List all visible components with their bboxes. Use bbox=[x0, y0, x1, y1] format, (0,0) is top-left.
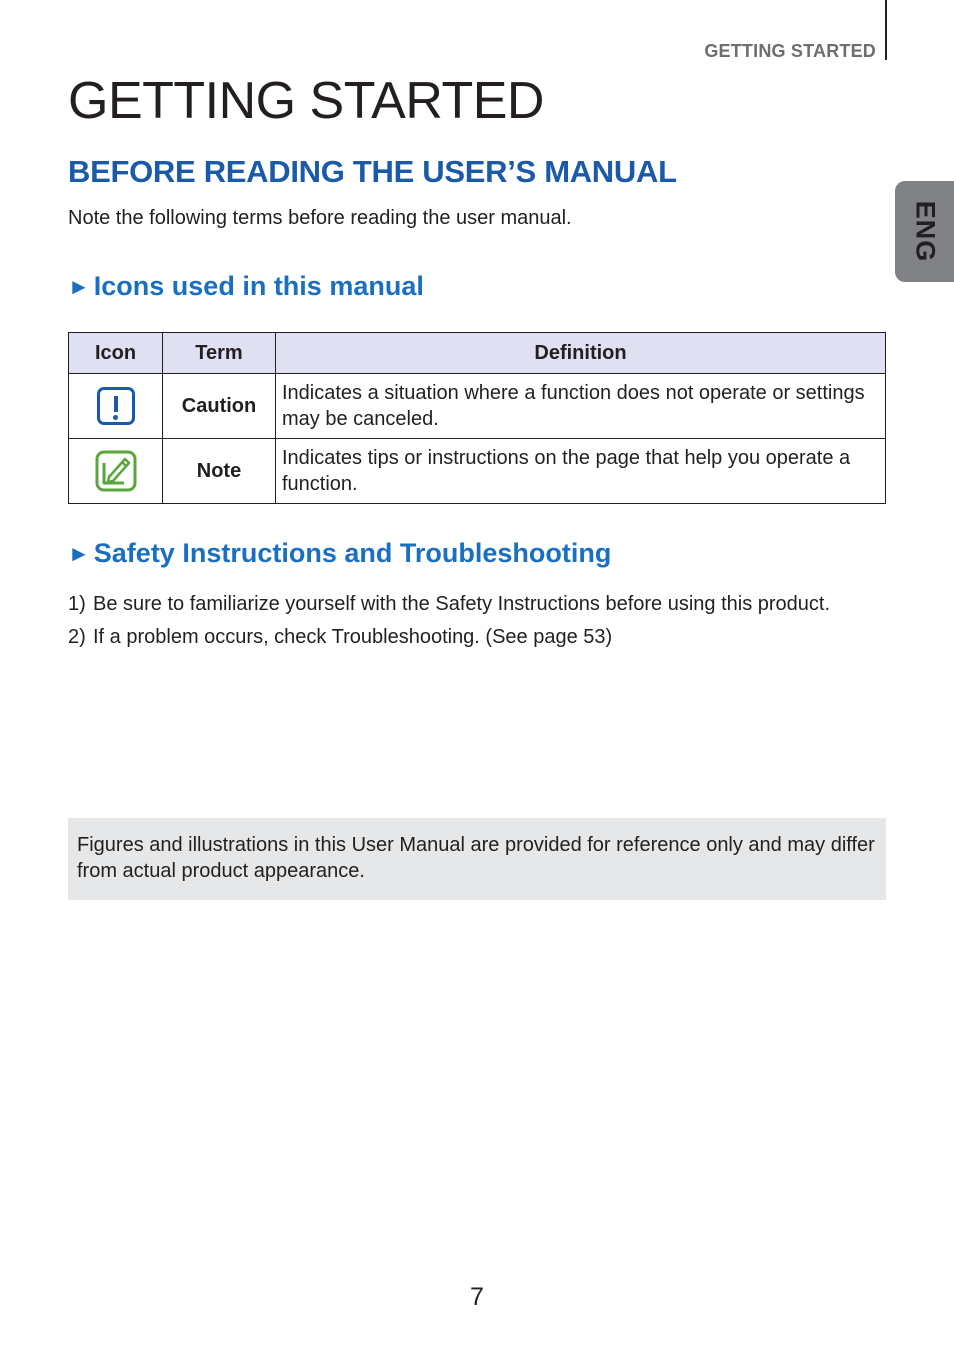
icons-subheading-label: Icons used in this manual bbox=[93, 271, 424, 301]
language-tab-label: ENG bbox=[910, 200, 941, 263]
page-number: 7 bbox=[470, 1283, 484, 1311]
list-item-text: Be sure to familiarize yourself with the Safety Instructions before using this product. bbox=[93, 593, 831, 615]
section-heading: BEFORE READING THE USER’S MANUAL bbox=[68, 154, 677, 189]
table-row bbox=[69, 439, 886, 504]
note-icon bbox=[95, 450, 137, 492]
language-tab bbox=[895, 181, 954, 282]
table-cell-definition: Indicates a situation where a function does not operate or settings may be canceled. bbox=[276, 374, 886, 439]
table-cell-term: Note bbox=[163, 439, 276, 504]
table-header-definition: Definition bbox=[276, 333, 886, 374]
table-cell-definition: Indicates tips or instructions on the page that help you operate a function. bbox=[276, 439, 886, 504]
disclaimer-box: Figures and illustrations in this User Manual are provided for reference only and may differ from actual product appearance. bbox=[68, 818, 886, 900]
caution-icon bbox=[97, 387, 135, 425]
table-header-row bbox=[69, 333, 886, 374]
safety-subheading-label: Safety Instructions and Troubleshooting bbox=[93, 538, 612, 568]
intro-text: Note the following terms before reading the user manual. bbox=[68, 207, 572, 229]
table-row bbox=[69, 374, 886, 439]
list-item-number: 1) bbox=[68, 593, 86, 615]
table-cell-icon bbox=[69, 374, 163, 439]
list-item bbox=[68, 588, 830, 621]
icons-subheading bbox=[68, 271, 424, 302]
table-cell-icon bbox=[69, 439, 163, 504]
header-rule bbox=[885, 0, 887, 60]
safety-list bbox=[68, 588, 830, 654]
triangle-arrow-icon: ► bbox=[68, 273, 90, 299]
list-item bbox=[68, 621, 830, 654]
page-title: GETTING STARTED bbox=[68, 72, 544, 130]
safety-subheading bbox=[68, 538, 611, 569]
list-item-text: If a problem occurs, check Troubleshooting. (See page 53) bbox=[93, 626, 613, 648]
triangle-arrow-icon: ► bbox=[68, 540, 90, 566]
table-cell-term: Caution bbox=[163, 374, 276, 439]
list-item-number: 2) bbox=[68, 626, 86, 648]
table-header-icon: Icon bbox=[69, 333, 163, 374]
running-header: GETTING STARTED bbox=[704, 41, 876, 61]
table-header-term: Term bbox=[163, 333, 276, 374]
icons-table bbox=[68, 332, 886, 504]
